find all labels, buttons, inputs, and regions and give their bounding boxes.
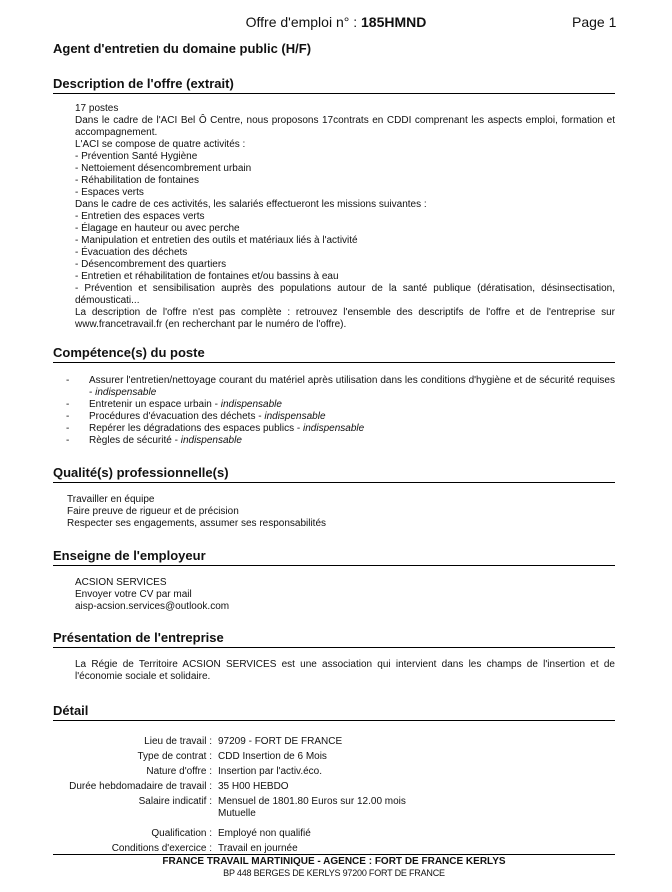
description-line: Dans le cadre de l'ACI Bel Ô Centre, nous proposons 17contrats en CDDI comprenant les aspects emploi, formation et accompagnement. — [75, 115, 615, 138]
detail-row — [40, 779, 578, 794]
description-line: - Prévention et sensibilisation auprès des populations autour de la santé publique (dératisation, désinsectisation, démousticati... — [75, 283, 615, 306]
description-line: - Espaces verts — [75, 187, 144, 198]
description-line: - Entretien et réhabilitation de fontaines et/ou bassins à eau — [75, 271, 339, 282]
footer-agency: FRANCE TRAVAIL MARTINIQUE - AGENCE : FORT DE FRANCE KERLYS — [162, 856, 506, 867]
section-heading-employeur: Enseigne de l'employeur — [53, 548, 615, 566]
section-heading-qualites: Qualité(s) professionnelle(s) — [53, 465, 615, 483]
competence-level: indispensable — [180, 435, 242, 446]
description-body — [75, 103, 615, 331]
qualites-list — [67, 494, 326, 530]
qualite-item: Travailler en équipe — [67, 494, 155, 505]
detail-row — [40, 794, 578, 826]
competence-item: - Repérer les dégradations des espaces publics - indispensable — [66, 423, 365, 434]
detail-label: Nature d'offre : — [146, 766, 212, 777]
bullet-dash: - — [66, 411, 70, 422]
employer-name: ACSION SERVICES — [75, 577, 167, 588]
detail-value: CDD Insertion de 6 Mois — [218, 751, 327, 762]
competence-item: - Entretenir un espace urbain - indispensable — [66, 399, 282, 410]
qualite-item: Respecter ses engagements, assumer ses responsabilités — [67, 518, 327, 529]
detail-row — [40, 749, 578, 764]
employer-email[interactable]: aisp-acsion.services@outlook.com — [75, 601, 230, 612]
detail-row — [40, 734, 578, 749]
detail-label: Salaire indicatif : — [138, 796, 212, 807]
detail-value: Mensuel de 1801.80 Euros sur 12.00 mois — [218, 796, 406, 807]
description-line: 17 postes — [75, 103, 119, 114]
employer-instruction: Envoyer votre CV par mail — [75, 589, 192, 600]
detail-value: Insertion par l'activ.éco. — [218, 766, 322, 777]
bullet-dash: - — [66, 423, 70, 434]
description-line: - Entretien des espaces verts — [75, 211, 205, 222]
detail-label: Lieu de travail : — [144, 736, 212, 747]
detail-table — [40, 734, 578, 856]
competence-level: indispensable — [303, 423, 365, 434]
company-presentation: La Régie de Territoire ACSION SERVICES est une association qui intervient dans les champs de l'insertion et de l'économie sociale et solidaire. — [75, 659, 615, 682]
detail-label: Qualification : — [151, 828, 212, 839]
description-line: - Évacuation des déchets — [75, 247, 188, 258]
detail-value: Travail en journée — [218, 843, 298, 854]
competence-level: indispensable — [220, 399, 282, 410]
description-line: - Réhabilitation de fontaines — [75, 175, 199, 186]
section-heading-description: Description de l'offre (extrait) — [53, 76, 615, 94]
competence-item: - Assurer l'entretien/nettoyage courant du matériel après utilisation dans les conditions d'hygiène et de sécurité requises - indispensable — [66, 375, 615, 398]
competence-level: indispensable — [264, 411, 326, 422]
competence-level: indispensable — [95, 387, 157, 398]
page-number: Page 1 — [572, 14, 617, 30]
qualite-item: Faire preuve de rigueur et de précision — [67, 506, 239, 517]
bullet-dash: - — [66, 435, 70, 446]
detail-value: Employé non qualifié — [218, 828, 311, 839]
detail-row — [40, 764, 578, 779]
description-line: L'ACI se compose de quatre activités : — [75, 139, 246, 150]
footer-divider — [53, 854, 615, 855]
employer-block — [75, 577, 229, 613]
bullet-dash: - — [66, 375, 70, 386]
detail-label: Conditions d'exercice : — [111, 843, 212, 854]
footer-address: BP 448 BERGES DE KERLYS 97200 FORT DE FRANCE — [223, 868, 445, 878]
description-line: - Manipulation et entretien des outils et matériaux liés à l'activité — [75, 235, 358, 246]
offer-number: 185HMND — [361, 14, 427, 30]
description-line: - Nettoiement désencombrement urbain — [75, 163, 252, 174]
job-title: Agent d'entretien du domaine public (H/F) — [53, 41, 312, 56]
offer-prefix: Offre d'emploi n° : — [245, 14, 362, 30]
description-line: - Prévention Santé Hygiène — [75, 151, 198, 162]
detail-label: Durée hebdomadaire de travail : — [69, 781, 212, 792]
detail-value: 97209 - FORT DE FRANCE — [218, 736, 343, 747]
section-heading-detail: Détail — [53, 703, 615, 721]
competences-list — [66, 375, 615, 447]
competence-item: - Procédures d'évacuation des déchets - indispensable — [66, 411, 326, 422]
description-line: - Élagage en hauteur ou avec perche — [75, 223, 240, 234]
detail-value: Mutuelle — [218, 808, 256, 819]
detail-row — [40, 826, 578, 841]
section-heading-competences: Compétence(s) du poste — [53, 345, 615, 363]
detail-value: 35 H00 HEBDO — [218, 781, 289, 792]
description-line: Dans le cadre de ces activités, les salariés effectueront les missions suivantes : — [75, 199, 427, 210]
bullet-dash: - — [66, 399, 70, 410]
section-heading-entreprise: Présentation de l'entreprise — [53, 630, 615, 648]
description-line: - Désencombrement des quartiers — [75, 259, 227, 270]
detail-label: Type de contrat : — [137, 751, 212, 762]
competence-item: - Règles de sécurité - indispensable — [66, 435, 242, 446]
description-line: La description de l'offre n'est pas complète : retrouvez l'ensemble des descriptifs de l'offre et de l'entreprise sur www.francetravail.fr (en recherchant par le numéro de l'offre). — [75, 307, 615, 330]
